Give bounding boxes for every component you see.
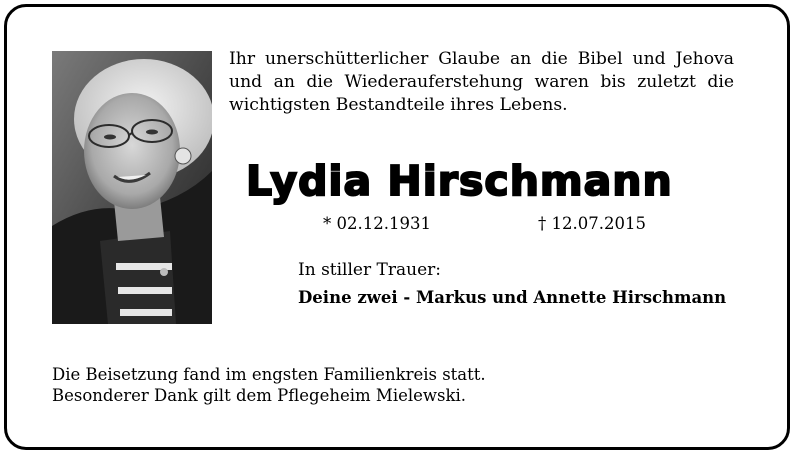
birth-date: * 02.12.1931 — [323, 214, 431, 233]
burial-note: Die Beisetzung fand im engsten Familienkreis statt. — [52, 365, 486, 384]
death-date: † 12.07.2015 — [538, 214, 646, 233]
family-names: Deine zwei - Markus und Annette Hirschmann — [298, 288, 727, 307]
thanks-note: Besonderer Dank gilt dem Pflegeheim Mielewski. — [52, 386, 467, 405]
mourning-label: In stiller Trauer: — [298, 260, 441, 280]
portrait-photo — [52, 51, 212, 324]
deceased-name: Lydia Hirschmann — [246, 157, 673, 205]
intro-text: Ihr unerschütterlicher Glaube an die Bibel und Jehova und an die Wiederauferstehung waren bis zuletzt die wichtigsten Bestandteile ihres Lebens. — [229, 49, 734, 115]
